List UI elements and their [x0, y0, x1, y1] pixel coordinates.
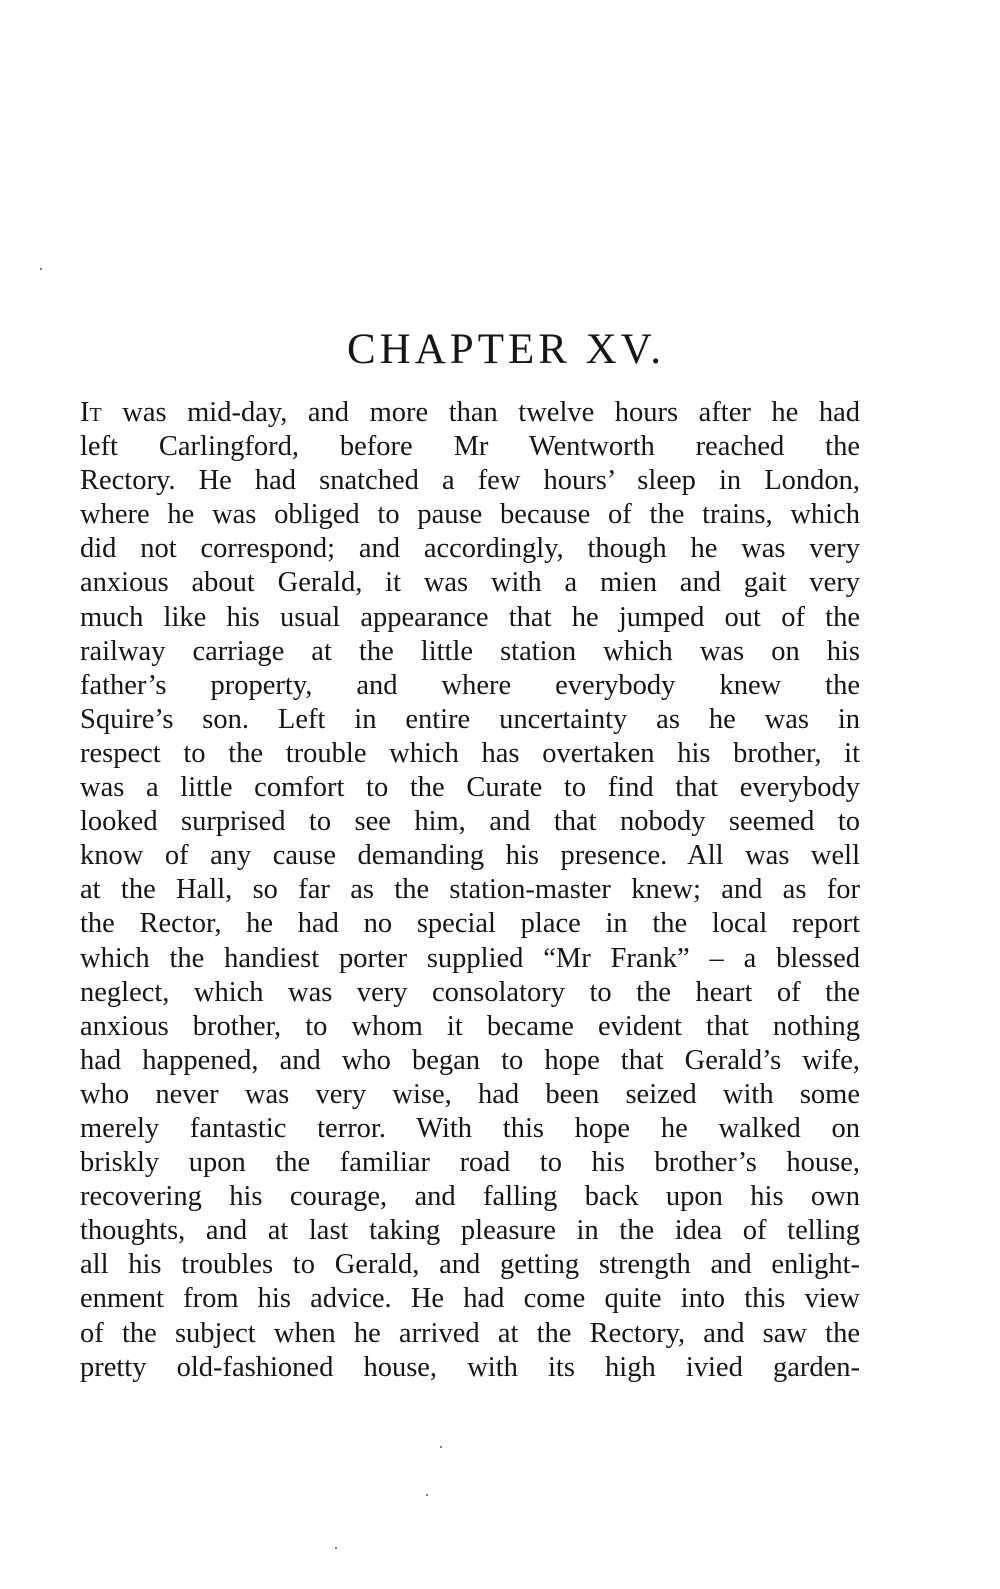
text-line: at the Hall, so far as the station-master knew; and as for	[80, 874, 860, 906]
text-line: who never was very wise, had been seized with some	[80, 1078, 860, 1110]
text-line: much like his usual appearance that he jumped out of the	[80, 601, 860, 633]
text-line: had happened, and who began to hope that Gerald’s wife,	[80, 1044, 860, 1076]
text-line: neglect, which was very consolatory to the heart of the	[80, 976, 860, 1008]
text-line: which the handiest porter supplied “Mr Frank” – a blessed	[80, 942, 860, 974]
scan-speck	[40, 268, 42, 270]
text-line: It was mid-day, and more than twelve hours after he had	[80, 397, 860, 428]
text-line: the Rector, he had no special place in the local report	[80, 908, 860, 940]
text-line: all his troubles to Gerald, and getting strength and enlight-	[80, 1249, 860, 1281]
text-line: merely fantastic terror. With this hope he walked on	[80, 1112, 860, 1144]
text-line: respect to the trouble which has overtaken his brother, it	[80, 737, 860, 769]
text-line: was a little comfort to the Curate to find that everybody	[80, 772, 860, 804]
opening-word-smallcaps: It	[80, 397, 102, 428]
text-line: pretty old-fashioned house, with its high ivied garden-	[80, 1351, 860, 1383]
text-line: looked surprised to see him, and that nobody seemed to	[80, 806, 860, 838]
scan-speck	[440, 1446, 442, 1448]
text-line: Rectory. He had snatched a few hours’ sleep in London,	[80, 465, 860, 497]
scan-speck	[426, 1494, 428, 1496]
text-line: railway carriage at the little station which was on his	[80, 635, 860, 667]
scan-speck	[335, 1547, 337, 1549]
text-line: thoughts, and at last taking pleasure in the idea of telling	[80, 1215, 860, 1247]
text-line: anxious about Gerald, it was with a mien and gait very	[80, 567, 860, 599]
text-line: anxious brother, to whom it became evident that nothing	[80, 1010, 860, 1042]
text-line: briskly upon the familiar road to his brother’s house,	[80, 1147, 860, 1179]
text-line: of the subject when he arrived at the Rectory, and saw the	[80, 1317, 860, 1349]
text-line: Squire’s son. Left in entire uncertainty as he was in	[80, 703, 860, 735]
text-line: where he was obliged to pause because of the trains, which	[80, 499, 860, 531]
chapter-heading: CHAPTER XV.	[347, 326, 665, 373]
text-line: enment from his advice. He had come quite into this view	[80, 1283, 860, 1315]
text-line: recovering his courage, and falling back upon his own	[80, 1181, 860, 1213]
chapter-body-paragraph	[80, 396, 860, 1385]
text-line: know of any cause demanding his presence. All was well	[80, 840, 860, 872]
text-line: did not correspond; and accordingly, though he was very	[80, 533, 860, 565]
text-line: father’s property, and where everybody knew the	[80, 669, 860, 701]
text-line: left Carlingford, before Mr Wentworth reached the	[80, 431, 860, 463]
